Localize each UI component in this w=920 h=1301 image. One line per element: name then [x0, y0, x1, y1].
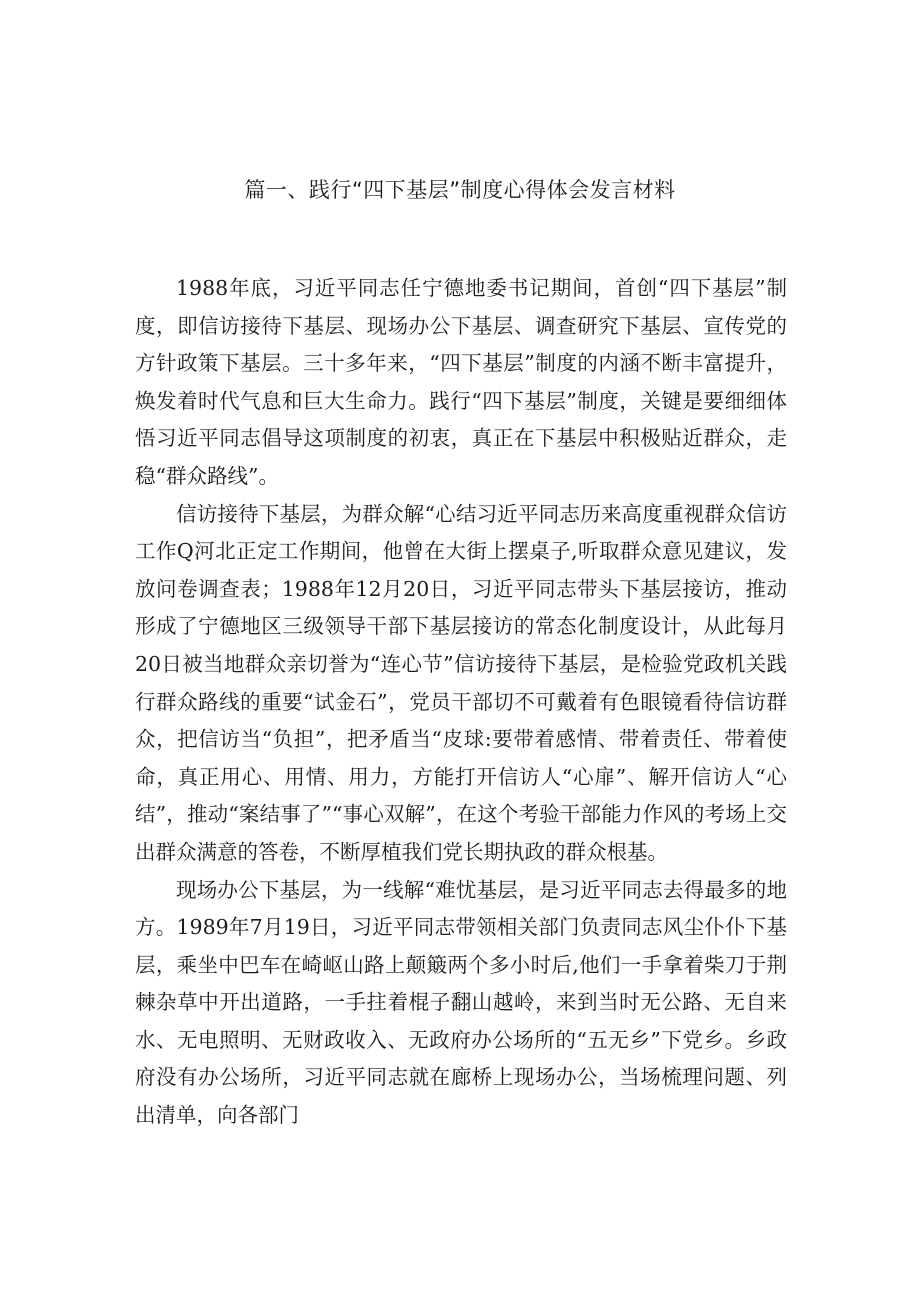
paragraph-2: 信访接待下基层，为群众解“心结习近平同志历来高度重视群众信访工作Q河北正定工作期间，他曾在大街上摆桌子,听取群众意见建议，发放问卷调查表；1988年12月20日，习近平同志带头下基层接访，推动形成了宁德地区三级领导干部下基层接访的常态化制度设计，从此每月20日被当地群众亲切誉为“连心节”信访接待下基层，是检验党政机关践行群众路线的重要“试金石”，党员干部切不可戴着有色眼镜看待信访群众，把信访当“负担”，把矛盾当“皮球:要带着感情、带着责任、带着使命，真正用心、用情、用力，方能打开信访人“心扉”、解开信访人“心结”，推动“案结事了”“事心双解”，在这个考验干部能力作风的考场上交出群众满意的答卷，不断厚植我们党长期执政的群众根基。 — [135, 501, 787, 864]
paragraph-3: 现场办公下基层，为一线解“难忧基层，是习近平同志去得最多的地方。1989年7月19日，习近平同志带领相关部门负责同志风尘仆仆下基层，乘坐中巴车在崎岖山路上颠簸两个多小时后,他们一手拿着柴刀于荆棘杂草中开出道路，一手拄着棍子翻山越岭，来到当时无公路、无自来水、无电照明、无财政收入、无政府办公场所的“五无乡”下党乡。乡政府没有办公场所，习近平同志就在廊桥上现场办公，当场梳理问题、列出清单，向各部门 — [135, 877, 787, 1128]
document-body — [135, 270, 787, 1135]
document-title: 篇一、践行“四下基层”制度心得体会发言材料 — [244, 178, 676, 202]
paragraph-1: 1988年底，习近平同志任宁德地委书记期间，首创“四下基层”制度，即信访接待下基层、现场办公下基层、调查研究下基层、宣传党的方针政策下基层。三十多年来，“四下基层”制度的内涵不断丰富提升，焕发着时代气息和巨大生命力。践行“四下基层”制度，关键是要细细体悟习近平同志倡导这项制度的初衷，真正在下基层中积极贴近群众，走稳“群众路线”。 — [135, 276, 787, 488]
